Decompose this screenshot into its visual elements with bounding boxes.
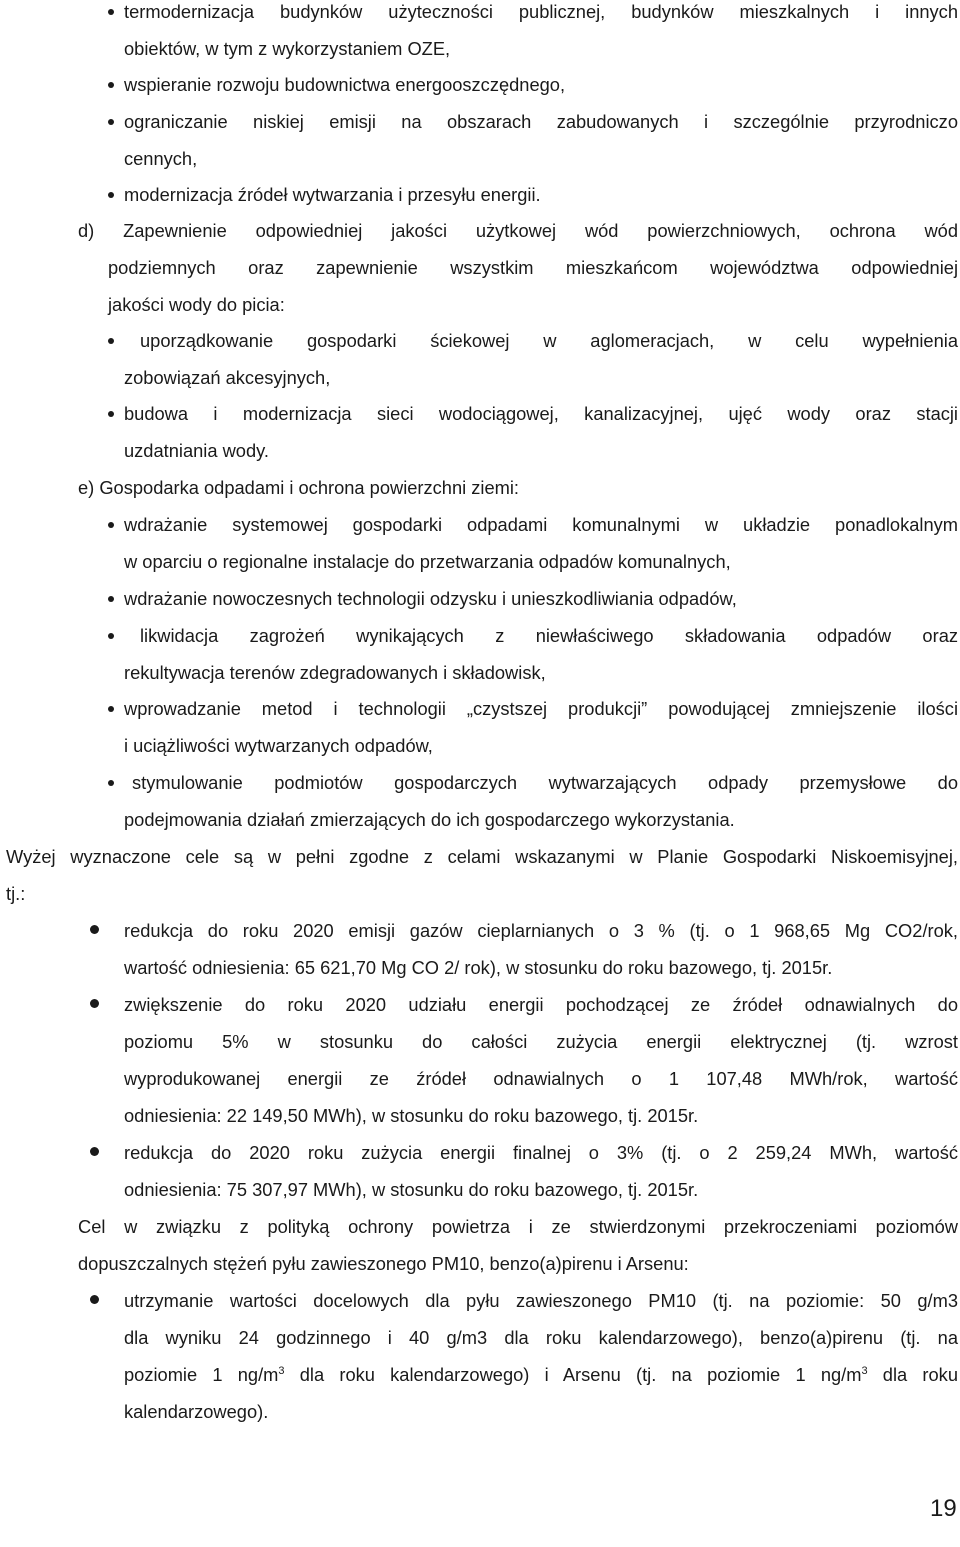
bullet-dot-icon bbox=[108, 192, 114, 198]
air-goal-line: dla wyniku 24 godzinnego i 40 g/m3 dla roku kalendarzowego), benzo(a)pirenu (tj. na bbox=[124, 1327, 958, 1348]
bullet-dot-icon bbox=[108, 780, 114, 786]
bullet-dot-icon bbox=[90, 925, 99, 934]
air-goal-line bbox=[124, 1356, 958, 1393]
plan-goal-line: poziomu 5% w stosunku do całości zużycia energii elektrycznej (tj. wzrost bbox=[124, 1031, 958, 1052]
air-goal-text: poziomie 1 ng/m bbox=[124, 1364, 279, 1385]
section-d-heading: jakości wody do picia: bbox=[108, 294, 285, 315]
list-item-line: budowa i modernizacja sieci wodociągowej, kanalizacyjnej, ujęć wody oraz stacji bbox=[124, 403, 958, 424]
bullet-dot-icon bbox=[108, 82, 114, 88]
list-item-line: stymulowanie podmiotów gospodarczych wytwarzających odpady przemysłowe do bbox=[132, 772, 958, 793]
list-item-line: cennych, bbox=[124, 148, 198, 169]
list-item-line: wprowadzanie metod i technologii „czystszej produkcji” powodującej zmniejszenie ilości bbox=[124, 698, 958, 719]
plan-goal-line: wyprodukowanej energii ze źródeł odnawialnych o 1 107,48 MWh/rok, wartość bbox=[124, 1068, 958, 1089]
page-number: 19 bbox=[930, 1495, 957, 1522]
bullet-dot-icon bbox=[108, 633, 114, 639]
list-item-line: rekultywacja terenów zdegradowanych i składowisk, bbox=[124, 662, 546, 683]
list-item-line: termodernizacja budynków użyteczności publicznej, budynków mieszkalnych i innych bbox=[124, 1, 958, 22]
summary-paragraph-line: Wyżej wyznaczone cele są w pełni zgodne z celami wskazanymi w Planie Gospodarki Niskoemisyjnej, bbox=[6, 846, 958, 867]
air-goal-line: kalendarzowego). bbox=[124, 1401, 269, 1422]
bullet-dot-icon bbox=[108, 338, 114, 344]
list-item-line: uporządkowanie gospodarki ściekowej w aglomeracjach, w celu wypełnienia bbox=[140, 330, 958, 351]
plan-goal-line: zwiększenie do roku 2020 udziału energii pochodzącej ze źródeł odnawialnych do bbox=[124, 994, 958, 1015]
superscript: 3 bbox=[861, 1364, 868, 1377]
air-goal-text: dla roku kalendarzowego) i Arsenu (tj. na poziomie 1 ng/m bbox=[284, 1364, 862, 1385]
list-item-line: zobowiązań akcesyjnych, bbox=[124, 367, 331, 388]
list-item-line: wspieranie rozwoju budownictwa energooszczędnego, bbox=[124, 74, 566, 95]
bullet-dot-icon bbox=[108, 522, 114, 528]
air-goal-text: dla roku bbox=[867, 1364, 958, 1385]
plan-goal-line: odniesienia: 75 307,97 MWh), w stosunku do roku bazowego, tj. 2015r. bbox=[124, 1179, 699, 1200]
plan-goal-line: wartość odniesienia: 65 621,70 Mg CO 2/ rok), w stosunku do roku bazowego, tj. 2015r. bbox=[124, 957, 833, 978]
plan-goal-line: redukcja do 2020 roku zużycia energii finalnej o 3% (tj. o 2 259,24 MWh, wartość bbox=[124, 1142, 958, 1163]
list-item-line: uzdatniania wody. bbox=[124, 440, 269, 461]
list-item-line: w oparciu o regionalne instalacje do przetwarzania odpadów komunalnych, bbox=[124, 551, 731, 572]
superscript: 3 bbox=[278, 1364, 285, 1377]
list-item-line: wdrażanie nowoczesnych technologii odzysku i unieszkodliwiania odpadów, bbox=[124, 588, 737, 609]
summary-paragraph-line: tj.: bbox=[6, 883, 26, 904]
air-paragraph-line: dopuszczalnych stężeń pyłu zawieszonego PM10, benzo(a)pirenu i Arsenu: bbox=[78, 1253, 689, 1274]
section-d-heading: d) Zapewnienie odpowiedniej jakości użytkowej wód powierzchniowych, ochrona wód bbox=[78, 220, 958, 241]
bullet-dot-icon bbox=[90, 1295, 99, 1304]
list-item-line: i uciążliwości wytwarzanych odpadów, bbox=[124, 735, 433, 756]
bullet-dot-icon bbox=[108, 119, 114, 125]
section-d-heading: podziemnych oraz zapewnienie wszystkim mieszkańcom województwa odpowiedniej bbox=[108, 257, 958, 278]
list-item-line: wdrażanie systemowej gospodarki odpadami komunalnymi w układzie ponadlokalnym bbox=[124, 514, 958, 535]
bullet-dot-icon bbox=[108, 706, 114, 712]
bullet-dot-icon bbox=[90, 1147, 99, 1156]
plan-goal-line: odniesienia: 22 149,50 MWh), w stosunku do roku bazowego, tj. 2015r. bbox=[124, 1105, 699, 1126]
bullet-dot-icon bbox=[108, 9, 114, 15]
list-item-line: obiektów, w tym z wykorzystaniem OZE, bbox=[124, 38, 451, 59]
section-e-heading: e) Gospodarka odpadami i ochrona powierzchni ziemi: bbox=[78, 477, 520, 498]
bullet-dot-icon bbox=[108, 411, 114, 417]
list-item-line: ograniczanie niskiej emisji na obszarach zabudowanych i szczególnie przyrodniczo bbox=[124, 111, 958, 132]
list-item-line: podejmowania działań zmierzających do ich gospodarczego wykorzystania. bbox=[124, 809, 735, 830]
air-goal-line: utrzymanie wartości docelowych dla pyłu zawieszonego PM10 (tj. na poziomie: 50 g/m3 bbox=[124, 1290, 958, 1311]
air-paragraph-line: Cel w związku z polityką ochrony powietrza i ze stwierdzonymi przekroczeniami poziomów bbox=[78, 1216, 958, 1237]
list-item-line: likwidacja zagrożeń wynikających z niewłaściwego składowania odpadów oraz bbox=[140, 625, 958, 646]
bullet-dot-icon bbox=[108, 596, 114, 602]
plan-goal-line: redukcja do roku 2020 emisji gazów cieplarnianych o 3 % (tj. o 1 968,65 Mg CO2/rok, bbox=[124, 920, 958, 941]
list-item-line: modernizacja źródeł wytwarzania i przesyłu energii. bbox=[124, 184, 541, 205]
bullet-dot-icon bbox=[90, 999, 99, 1008]
